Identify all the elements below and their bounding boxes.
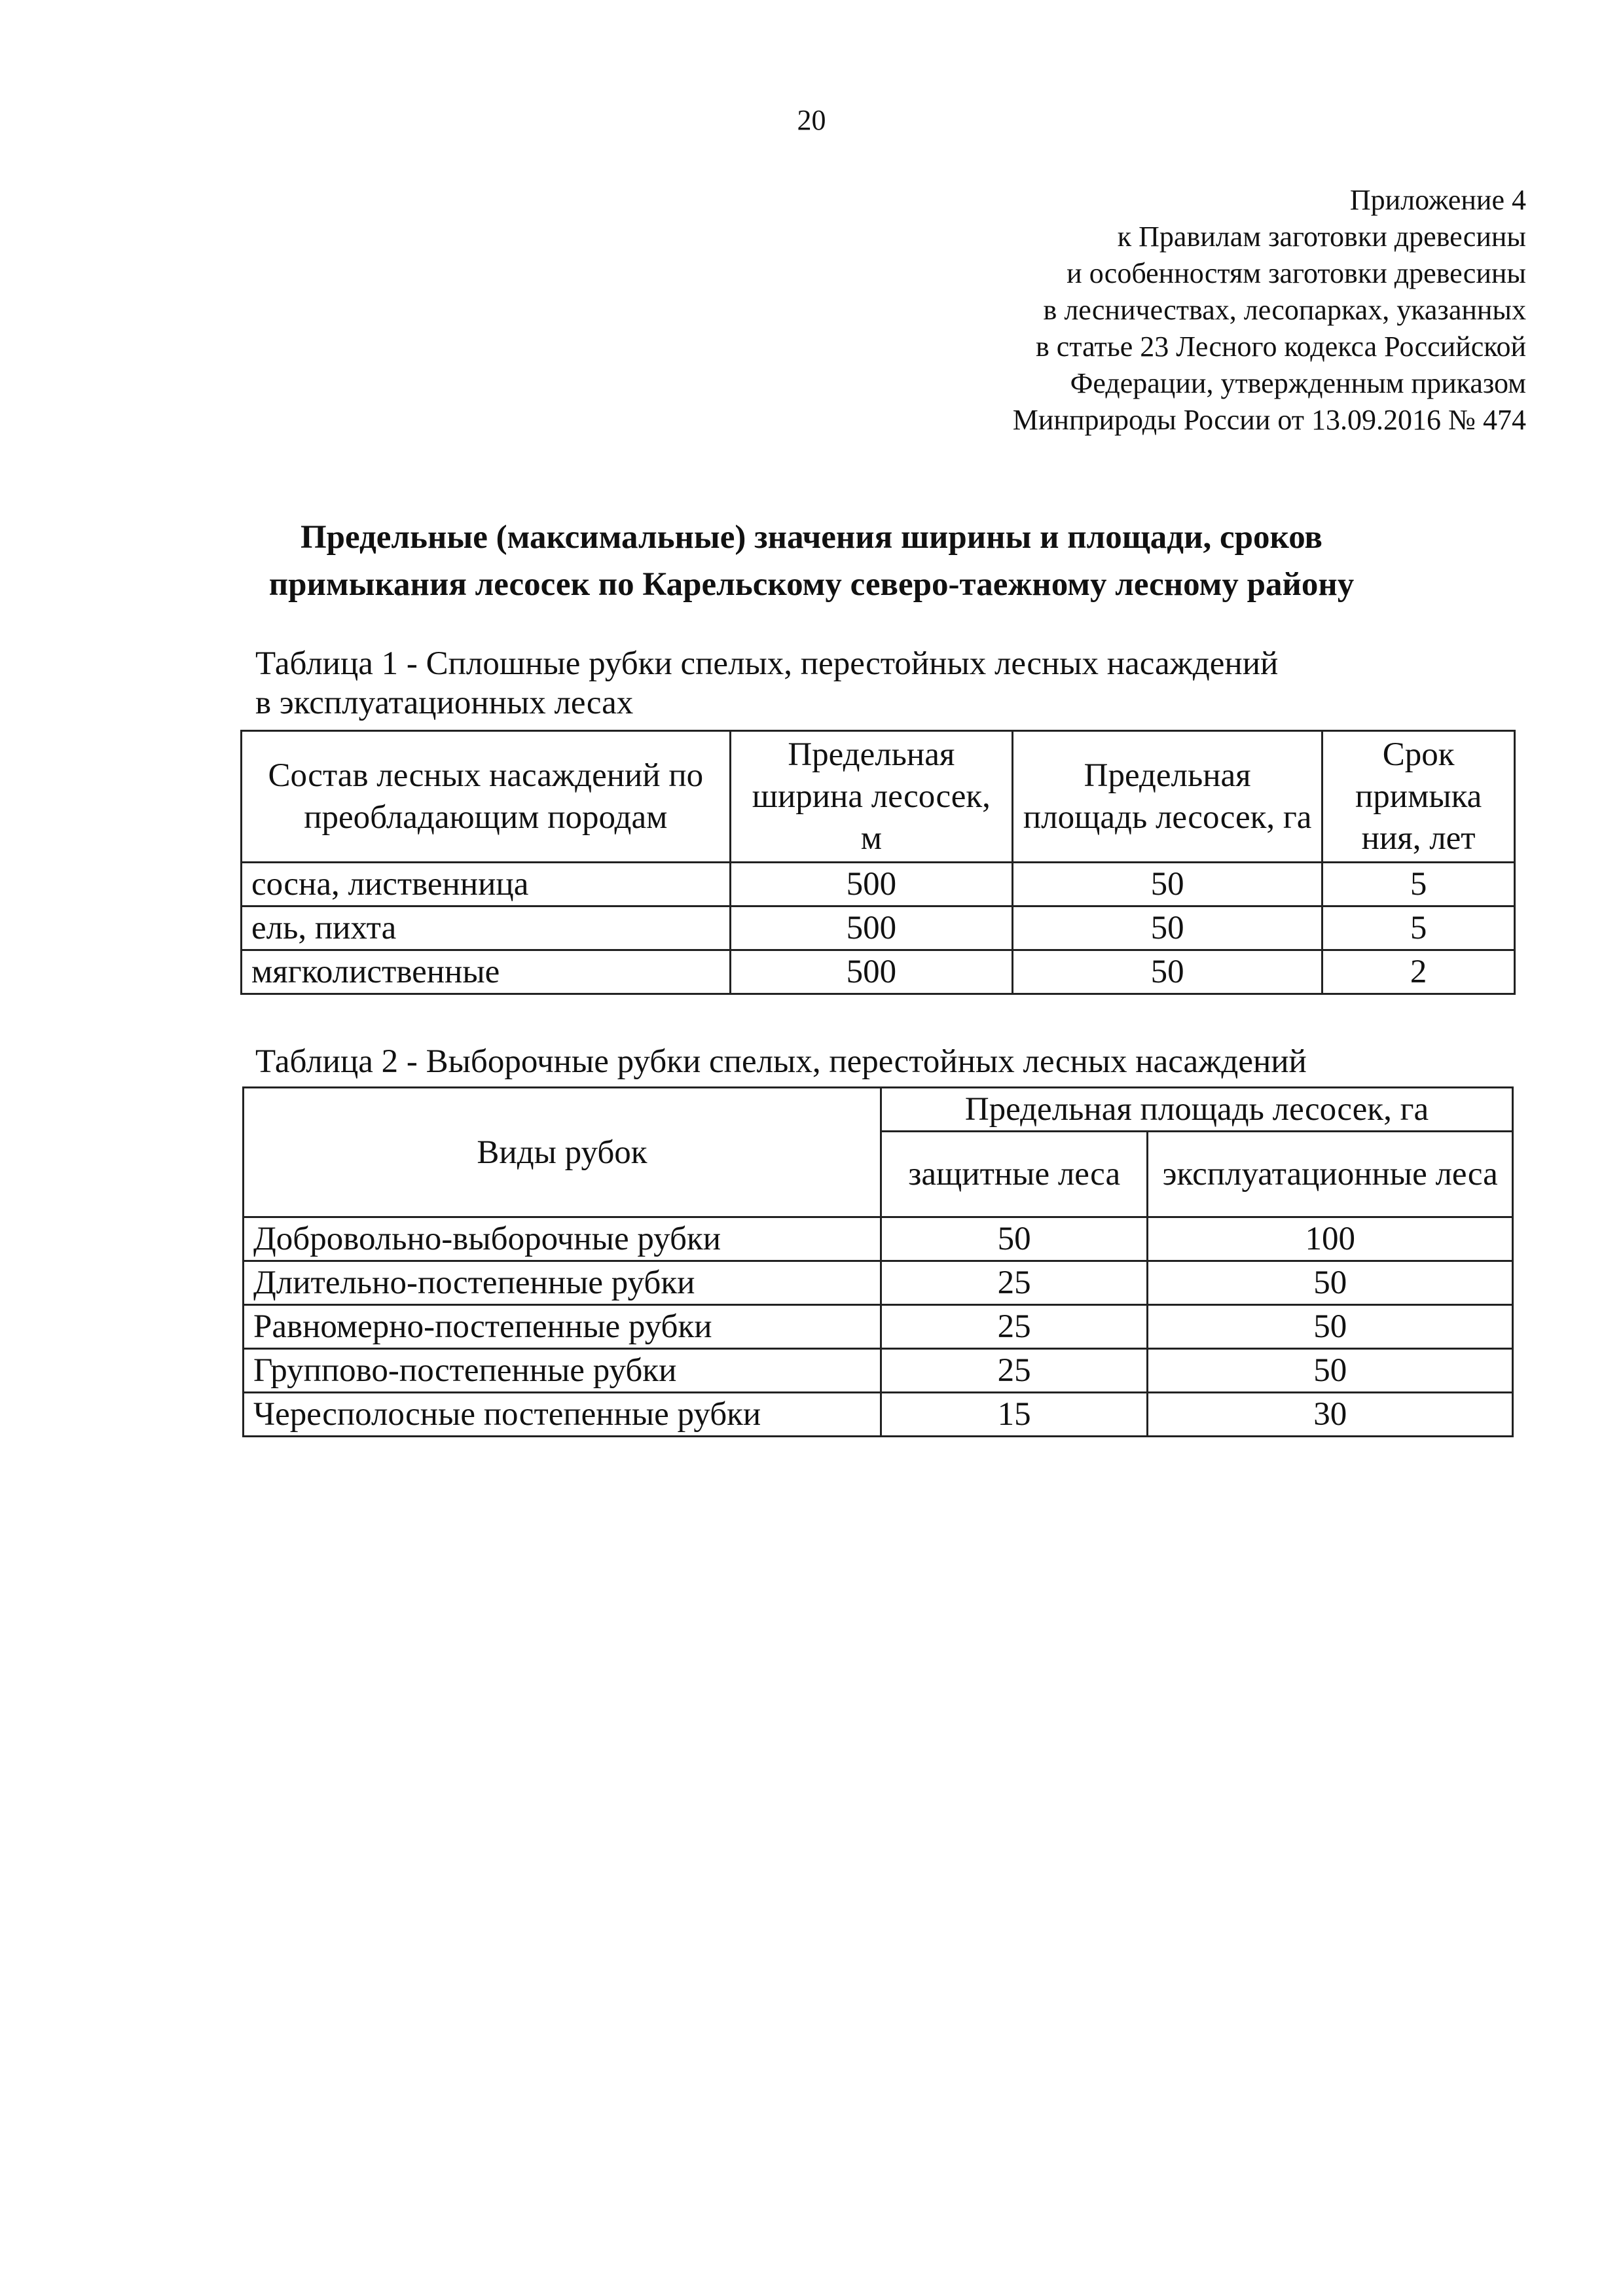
species-cell: мягколиственные bbox=[242, 950, 731, 994]
term-cell: 5 bbox=[1322, 863, 1515, 906]
protective-cell: 50 bbox=[881, 1217, 1147, 1261]
table-row bbox=[242, 950, 1515, 994]
header-cutting-type: Виды рубок bbox=[244, 1088, 881, 1217]
appendix-block bbox=[675, 182, 1526, 439]
table-row bbox=[242, 863, 1515, 906]
exploitation-cell: 50 bbox=[1148, 1305, 1513, 1349]
table-row bbox=[244, 1305, 1513, 1349]
cutting-type-cell: Длительно-постепенные рубки bbox=[244, 1261, 881, 1305]
table2-caption: Таблица 2 - Выборочные рубки спелых, перестойных лесных насаждений bbox=[255, 1043, 1307, 1080]
width-cell: 500 bbox=[730, 906, 1012, 950]
exploitation-cell: 50 bbox=[1148, 1261, 1513, 1305]
exploitation-cell: 30 bbox=[1148, 1393, 1513, 1437]
header-adjacency-term: Срок примыка ния, лет bbox=[1322, 731, 1515, 863]
width-cell: 500 bbox=[730, 863, 1012, 906]
protective-cell: 15 bbox=[881, 1393, 1147, 1437]
appendix-line: Приложение 4 bbox=[1349, 184, 1526, 216]
table-header-row bbox=[242, 731, 1515, 863]
header-exploitation-forests: эксплуатационные леса bbox=[1148, 1132, 1513, 1217]
width-cell: 500 bbox=[730, 950, 1012, 994]
species-cell: сосна, лиственница bbox=[242, 863, 731, 906]
exploitation-cell: 50 bbox=[1148, 1349, 1513, 1393]
clear-cutting-table bbox=[240, 730, 1516, 995]
cutting-type-cell: Чересполосные постепенные рубки bbox=[244, 1393, 881, 1437]
table1-caption-line: в эксплуатационных лесах bbox=[255, 685, 634, 721]
appendix-line: в лесничествах, лесопарках, указанных bbox=[1043, 294, 1526, 326]
area-cell: 50 bbox=[1013, 906, 1322, 950]
appendix-line: в статье 23 Лесного кодекса Российской bbox=[1036, 331, 1526, 363]
table1-caption-line: Таблица 1 - Сплошные рубки спелых, перестойных лесных насаждений bbox=[255, 645, 1279, 682]
area-cell: 50 bbox=[1013, 950, 1322, 994]
appendix-line: к Правилам заготовки древесины bbox=[1117, 221, 1526, 253]
table-row bbox=[242, 906, 1515, 950]
table-row bbox=[244, 1393, 1513, 1437]
table1-caption bbox=[255, 644, 1532, 723]
title-line: Предельные (максимальные) значения ширины и площади, сроков bbox=[301, 519, 1322, 556]
protective-cell: 25 bbox=[881, 1261, 1147, 1305]
header-max-width: Предельная ширина лесосек, м bbox=[730, 731, 1012, 863]
header-max-area: Предельная площадь лесосек, га bbox=[1013, 731, 1322, 863]
document-title bbox=[131, 514, 1492, 608]
header-composition: Состав лесных насаждений по преобладающим породам bbox=[242, 731, 731, 863]
protective-cell: 25 bbox=[881, 1349, 1147, 1393]
table-row bbox=[244, 1261, 1513, 1305]
selective-cutting-table bbox=[242, 1086, 1514, 1437]
species-cell: ель, пихта bbox=[242, 906, 731, 950]
cutting-type-cell: Добровольно-выборочные рубки bbox=[244, 1217, 881, 1261]
cutting-type-cell: Группово-постепенные рубки bbox=[244, 1349, 881, 1393]
area-cell: 50 bbox=[1013, 863, 1322, 906]
protective-cell: 25 bbox=[881, 1305, 1147, 1349]
page-number: 20 bbox=[797, 104, 826, 136]
term-cell: 5 bbox=[1322, 906, 1515, 950]
exploitation-cell: 100 bbox=[1148, 1217, 1513, 1261]
title-line: примыкания лесосек по Карельскому северо-таежному лесному району bbox=[268, 566, 1355, 603]
appendix-line: и особенностям заготовки древесины bbox=[1067, 257, 1526, 289]
appendix-line: Минприроды России от 13.09.2016 № 474 bbox=[1012, 404, 1526, 436]
header-protective-forests: защитные леса bbox=[881, 1132, 1147, 1217]
appendix-line: Федерации, утвержденным приказом bbox=[1070, 367, 1526, 399]
table-row bbox=[244, 1349, 1513, 1393]
header-max-area-group: Предельная площадь лесосек, га bbox=[881, 1088, 1512, 1132]
term-cell: 2 bbox=[1322, 950, 1515, 994]
cutting-type-cell: Равномерно-постепенные рубки bbox=[244, 1305, 881, 1349]
table-header-row bbox=[244, 1088, 1513, 1132]
table-row bbox=[244, 1217, 1513, 1261]
